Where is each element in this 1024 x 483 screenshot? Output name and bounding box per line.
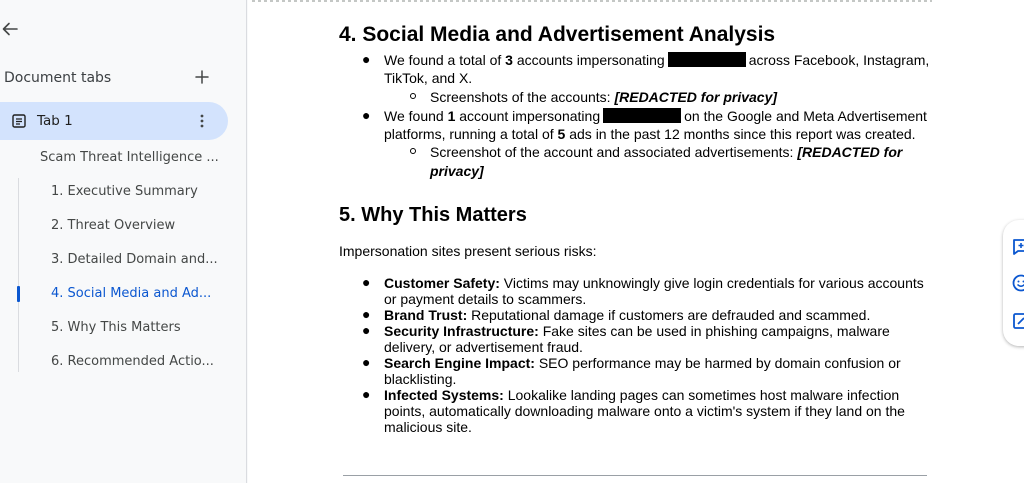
page-top-edge	[252, 0, 932, 2]
section-4-sub-bullet-1: Screenshots of the accounts: [REDACTED for privacy]	[430, 89, 778, 105]
section-5-intro: Impersonation sites present serious risks:	[339, 243, 597, 259]
risk-item: Search Engine Impact: SEO performance may be harmed by domain confusion or	[384, 355, 901, 371]
kebab-icon	[200, 114, 204, 128]
section-4-bullet-1-cont: TikTok, and X.	[384, 70, 473, 86]
tab-options-button[interactable]	[193, 112, 211, 130]
section-4-bullet-2: We found 1 account impersonating on the Google and Meta Advertisement	[384, 108, 927, 124]
redaction-box	[603, 108, 681, 123]
suggest-edit-icon	[1011, 311, 1024, 331]
outline-guide-line	[18, 178, 19, 372]
arrow-left-icon	[1, 20, 19, 38]
plus-icon	[195, 70, 209, 84]
outline-item-why-this-matters[interactable]: 5. Why This Matters	[51, 320, 181, 335]
add-comment-icon	[1011, 237, 1024, 257]
bullet-dot: ●	[362, 322, 371, 338]
outline-item-detailed-domain[interactable]: 3. Detailed Domain and...	[51, 252, 218, 267]
outline-active-indicator	[17, 286, 20, 302]
risk-item: Customer Safety: Victims may unknowingly give login credentials for various accounts	[384, 275, 924, 291]
sub-bullet-circle	[410, 148, 416, 154]
redaction-box	[668, 52, 746, 67]
outline-item-executive-summary[interactable]: 1. Executive Summary	[51, 184, 198, 199]
risk-item-cont: blacklisting.	[384, 371, 457, 387]
outline-item-recommended-actions[interactable]: 6. Recommended Actio...	[51, 354, 214, 369]
back-button[interactable]	[0, 18, 20, 40]
document-icon	[11, 113, 27, 129]
section-4-heading: 4. Social Media and Advertisement Analysis	[339, 23, 776, 46]
suggest-edits-button[interactable]	[1011, 311, 1024, 331]
bullet-dot: ●	[362, 306, 371, 322]
section-4-sub-bullet-2: Screenshot of the account and associated advertisements: [REDACTED for	[430, 144, 903, 160]
bullet-dot: ●	[362, 107, 371, 123]
outline-item-title[interactable]: Scam Threat Intelligence ...	[40, 150, 219, 165]
risk-item-cont: or payment details to scammers.	[384, 291, 587, 307]
tab-1-label: Tab 1	[37, 113, 73, 129]
risk-item-cont: malicious site.	[384, 419, 472, 435]
outline-item-social-media[interactable]: 4. Social Media and Ad...	[51, 286, 212, 301]
add-comment-button[interactable]	[1011, 237, 1024, 257]
side-actions-toolbar	[1003, 220, 1024, 346]
section-4-sub-bullet-2-cont: privacy]	[430, 163, 484, 179]
sub-bullet-circle	[410, 93, 416, 99]
emoji-icon	[1011, 273, 1024, 293]
risk-item: Infected Systems: Lookalike landing pages can sometimes host malware infection	[384, 387, 900, 403]
document-tabs-heading: Document tabs	[4, 70, 112, 86]
bullet-dot: ●	[362, 274, 371, 290]
tab-1[interactable]	[0, 102, 228, 140]
risk-item-cont: delivery, or advertisement fraud.	[384, 339, 583, 355]
bullet-dot: ●	[362, 386, 371, 402]
section-4-bullet-2-cont: platforms, running a total of 5 ads in the past 12 months since this report was created.	[384, 126, 916, 142]
bullet-dot: ●	[362, 354, 371, 370]
section-5-heading: 5. Why This Matters	[339, 204, 527, 226]
add-emoji-reaction-button[interactable]	[1011, 273, 1024, 293]
risk-item-cont: points, automatically downloading malware onto a victim's system if they land on the	[384, 403, 905, 419]
document-tabs-sidebar	[0, 0, 247, 483]
bullet-dot: ●	[362, 51, 371, 67]
add-tab-button[interactable]	[193, 68, 211, 86]
risk-item: Security Infrastructure: Fake sites can be used in phishing campaigns, malware	[384, 323, 890, 339]
horizontal-rule	[343, 475, 927, 476]
section-4-bullet-1: We found a total of 3 accounts impersonating across Facebook, Instagram,	[384, 52, 930, 68]
outline-item-threat-overview[interactable]: 2. Threat Overview	[51, 218, 176, 233]
risk-item: Brand Trust: Reputational damage if customers are defrauded and scammed.	[384, 307, 871, 323]
